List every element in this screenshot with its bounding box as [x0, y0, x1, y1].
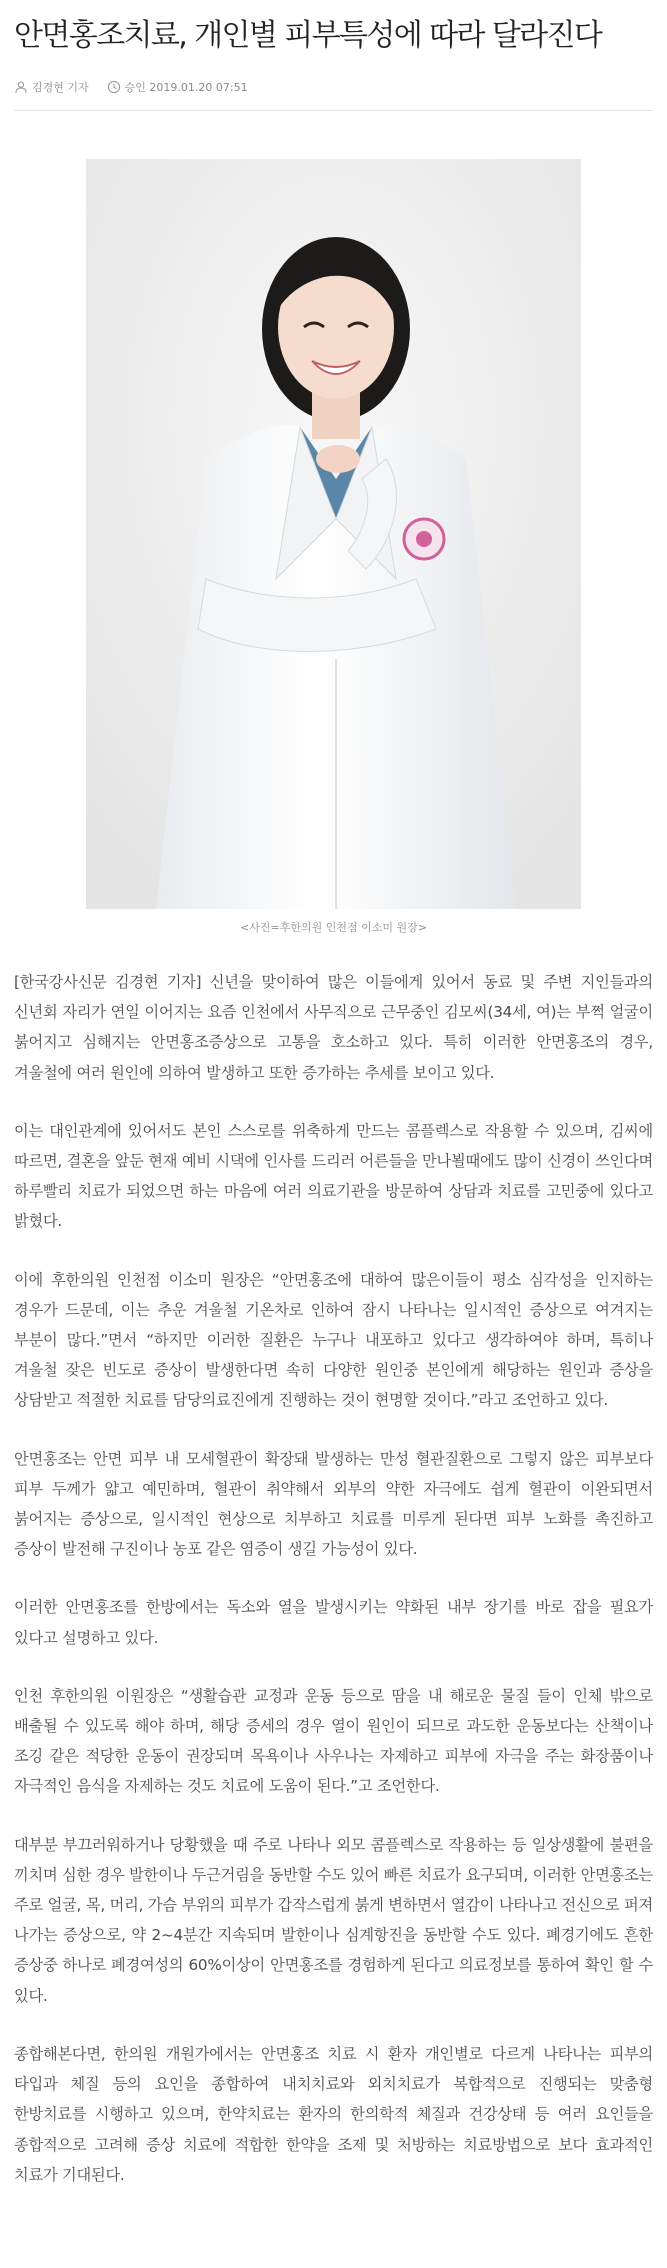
author-name: 김경현 기자 — [32, 81, 89, 94]
article-body — [14, 967, 653, 2190]
approved-datetime: 승인 2019.01.20 07:51 — [124, 81, 248, 94]
article-paragraph: [한국강사신문 김경현 기자] 신년을 맞이하여 많은 이들에게 있어서 동료 및 주변 지인들과의 신년회 자리가 연일 이어지는 요즘 인천에서 사무직으로 근무중인 김모씨(34세, 여)는 부쩍 얼굴이 붉어지고 심해지는 안면홍조증상으로 고통을 호소하고 있다. 특히 이러한 안면홍조의 경우, 겨울철에 여러 원인에 의하여 발생하고 또한 증가하는 추세를 보이고 있다. — [14, 973, 653, 1082]
article-paragraph: 이러한 안면홍조를 한방에서는 독소와 열을 발생시키는 약화된 내부 장기를 바로 잡을 필요가 있다고 설명하고 있다. — [14, 1598, 653, 1647]
clock-icon — [107, 80, 121, 94]
article-figure — [86, 159, 581, 935]
article-paragraph: 이는 대인관계에 있어서도 본인 스스로를 위축하게 만드는 콤플렉스로 작용할 수 있으며, 김씨에 따르면, 결혼을 앞둔 현재 예비 시댁에 인사를 드리러 어른들을 만나뵐때에도 많이 신경이 쓰인다며 하루빨리 치료가 되었으면 하는 마음에 여러 의료기관을 방문하여 상담과 치료를 고민중에 있다고 밝혔다. — [14, 1121, 654, 1231]
doctor-portrait-photo — [86, 159, 581, 909]
article-paragraph: 인천 후한의원 이원장은 “생활습관 교정과 운동 등으로 땀을 내 해로운 물질 들이 인체 밖으로 배출될 수 있도록 해야 하며, 해당 증세의 경우 열이 원인이 되므로 과도한 운동보다는 산책이나 조깅 같은 적당한 운동이 권장되며 목욕이나 사우나는 자제하고 피부에 자극을 주는 화장품이나 자극적인 음식을 자제하는 것도 치료에 도움이 된다.”고 조언한다. — [14, 1686, 653, 1796]
article-paragraph: 종합해본다면, 한의원 개원가에서는 안면홍조 치료 시 환자 개인별로 다르게 나타나는 피부의 타입과 체질 등의 요인을 종합하여 내치치료와 외치치료가 복합적으로 진행되는 맞춤형 한방치료를 시행하고 있으며, 한약치료는 환자의 한의학적 체질과 건강상태 등 여러 요인들을 종합적으로 고려해 증상 치료에 적합한 한약을 조제 및 처방하는 치료방법으로 보다 효과적인 치료가 기대된다. — [14, 2044, 653, 2184]
author-byline — [14, 79, 89, 95]
article-paragraph: 이에 후한의원 인천점 이소미 원장은 “안면홍조에 대하여 많은이들이 평소 심각성을 인지하는 경우가 드문데, 이는 추운 겨울철 기온차로 인하여 잠시 나타나는 일시적인 증상으로 여겨지는 부분이 많다.”면서 “하지만 이러한 질환은 누구나 내포하고 있다고 생각하여야 하며, 특히나 겨울철 잦은 빈도로 증상이 발생한다면 속히 다양한 원인중 본인에게 해당하는 원인과 증상을 상담받고 적절한 치료를 담당의료진에게 진행하는 것이 현명할 것이다.”라고 조언하고 있다. — [14, 1270, 653, 1410]
article-paragraph: 대부분 부끄러워하거나 당황했을 때 주로 나타나 외모 콤플렉스로 작용하는 등 일상생활에 불편을 끼치며 심한 경우 발한이나 두근거림을 동반할 수도 있어 빠른 치료가 요구되며, 이러한 안면홍조는 주로 얼굴, 목, 머리, 가슴 부위의 피부가 갑작스럽게 붉게 변하면서 열감이 나타나고 전신으로 퍼져 나가는 증상으로, 약 2~4분간 지속되며 발한이나 심계항진을 동반할 수도 있다. 폐경기에도 흔한 증상중 하나로 폐경여성의 60%이상이 안면홍조를 경험하게 된다고 의료정보를 통하여 확인 할 수 있다. — [14, 1835, 654, 2005]
article-meta — [14, 76, 653, 111]
publish-info — [107, 79, 248, 95]
person-icon — [14, 80, 28, 94]
article-paragraph: 안면홍조는 안면 피부 내 모세혈관이 확장돼 발생하는 만성 혈관질환으로 그렇지 않은 피부보다 피부 두께가 얇고 예민하며, 혈관이 취약해서 외부의 약한 자극에도 쉽게 혈관이 이완되면서 붉어지는 증상으로, 일시적인 현상으로 치부하고 치료를 미루게 된다면 피부 노화를 촉진하고 증상이 발전해 구진이나 농포 같은 염증이 생길 가능성이 있다. — [14, 1449, 653, 1559]
figure-caption: <사진=후한의원 인천점 이소미 원장> — [240, 921, 427, 934]
article-headline: 안면홍조치료, 개인별 피부특성에 따라 달라진다 — [14, 18, 602, 53]
